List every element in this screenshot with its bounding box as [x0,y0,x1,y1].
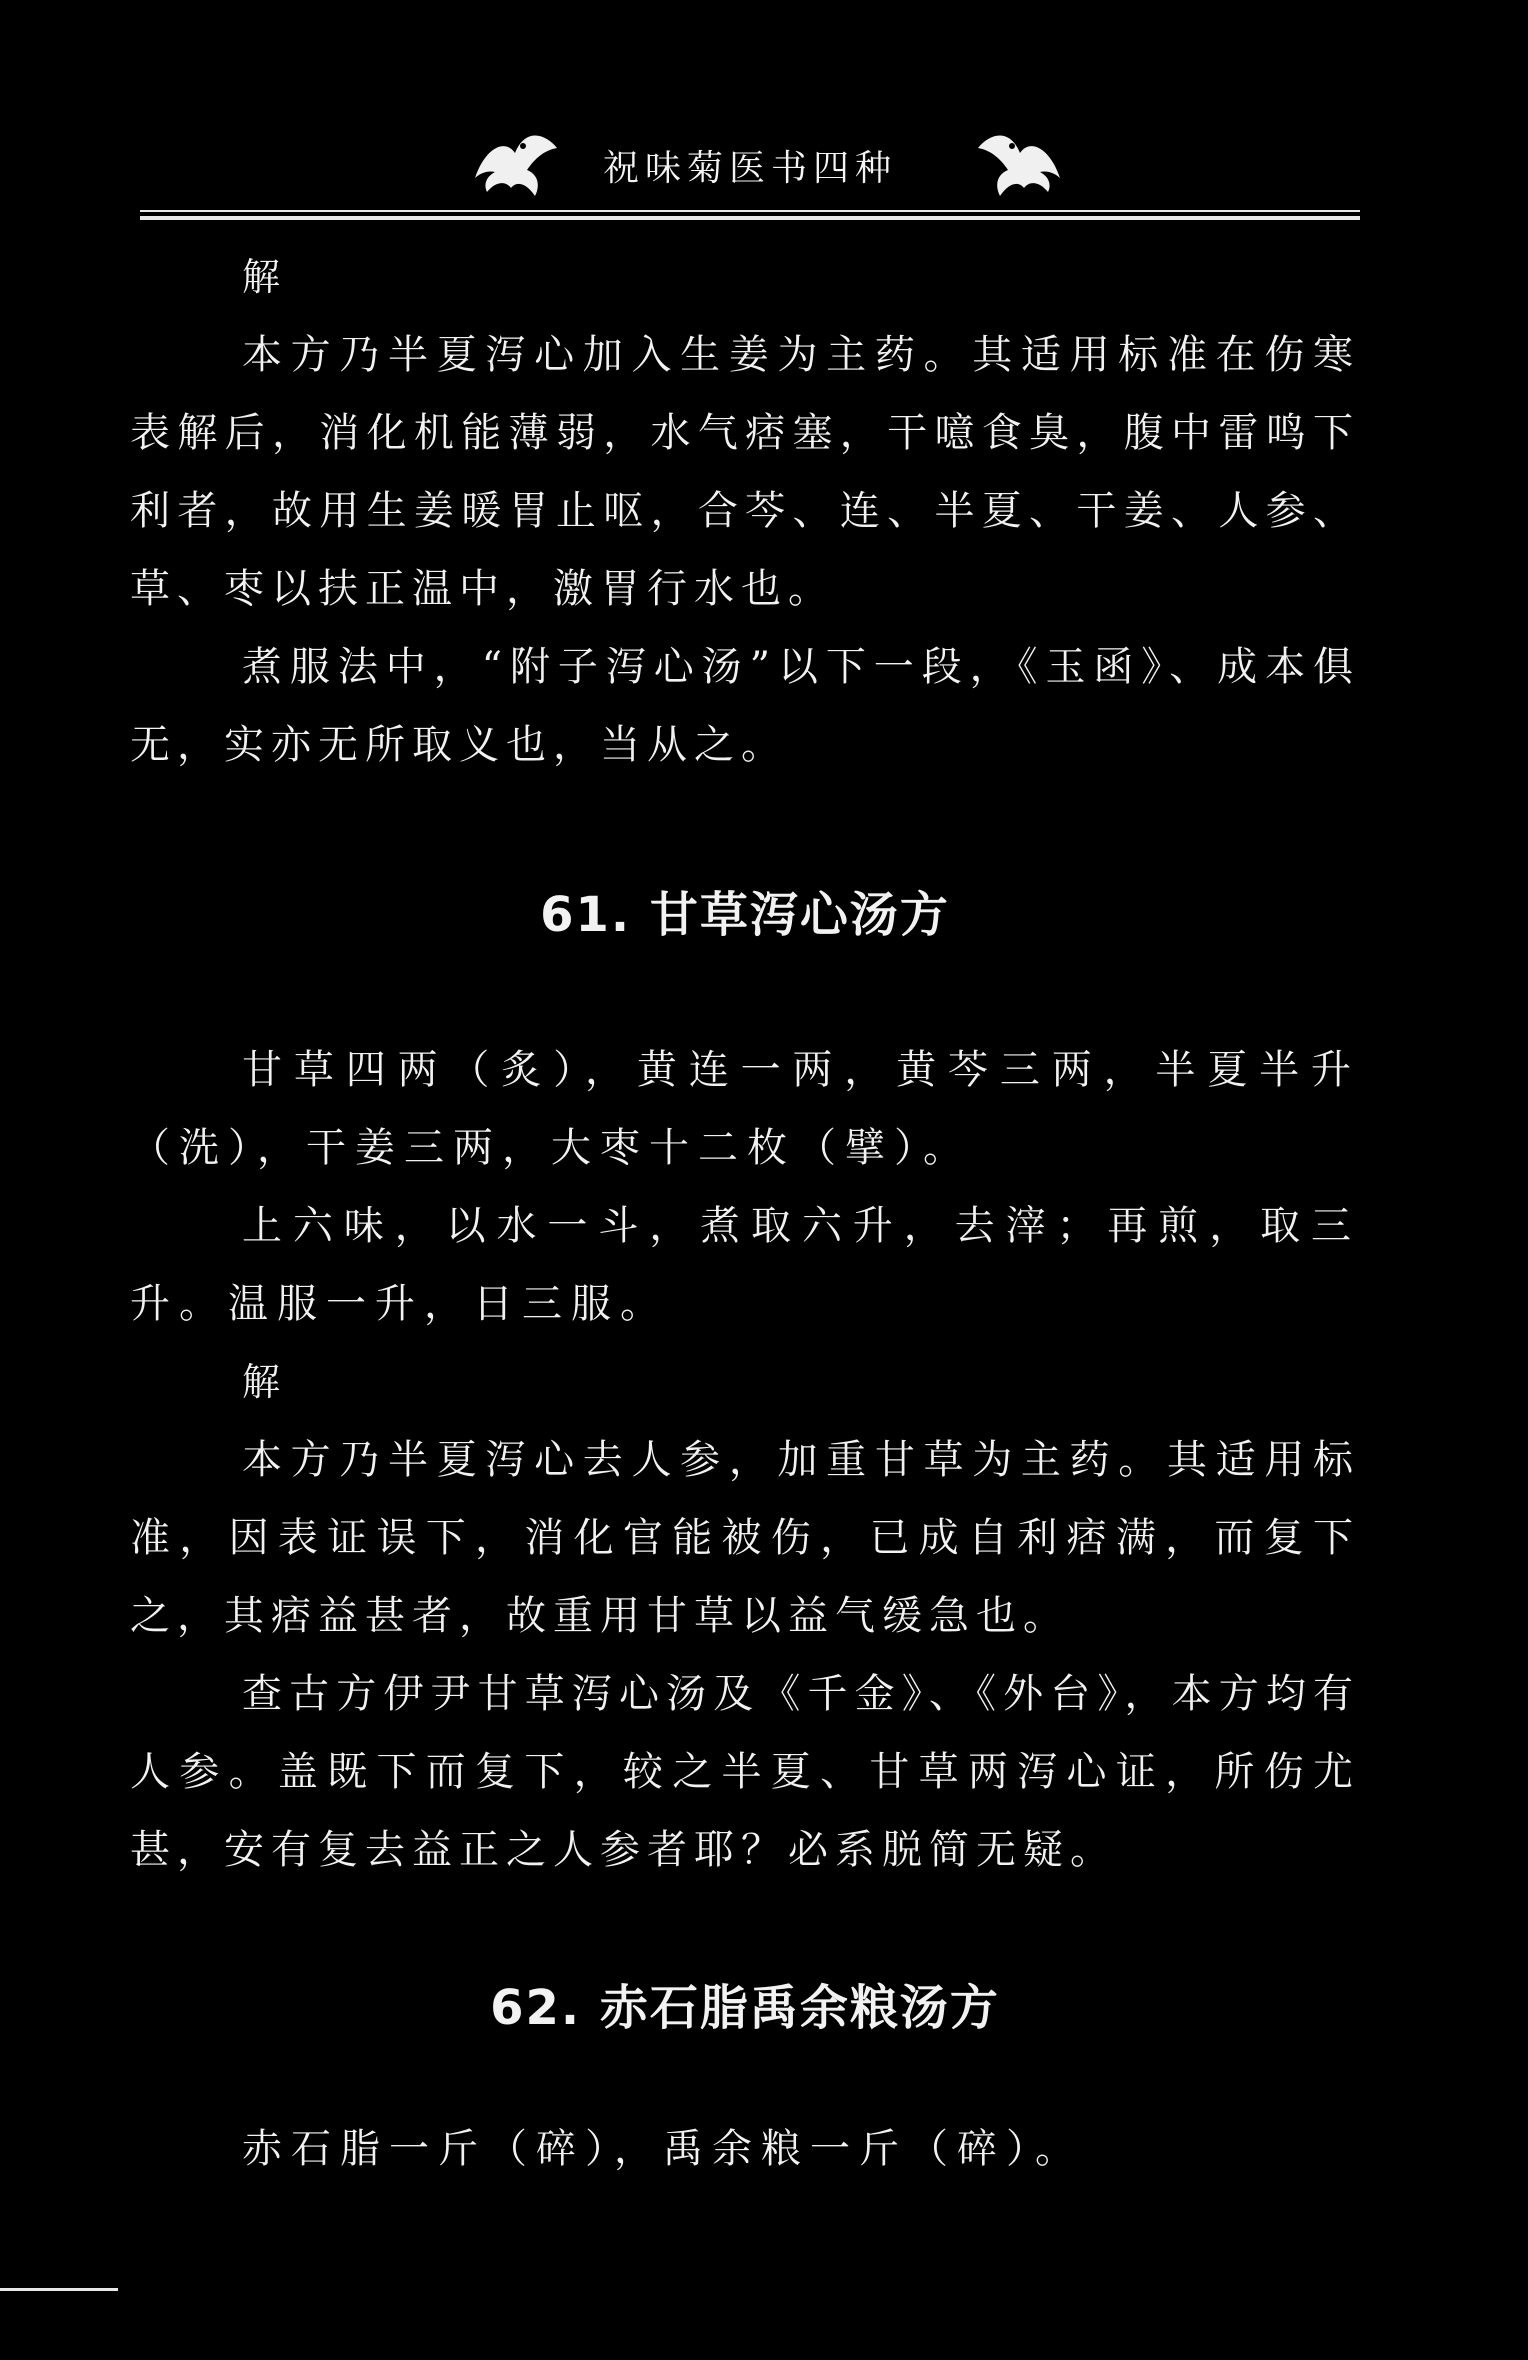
header-rule [140,210,1360,220]
section-title: 61. 甘草泻心汤方 [540,887,950,943]
recipe-paragraph: 赤石脂一斤（碎），禹余粮一斤（碎）。 [242,2126,1084,2172]
bird-ornament-icon [970,118,1070,206]
paragraph: 查古方伊尹甘草泻心汤及《千金》、《外台》，本方均有人参。盖既下而复下，较之半夏、甘草两泻心证，所伤尤甚，安有复去益正之人参者耶？必系脱简无疑。 [130,1671,1360,1873]
page-body [130,238,1360,2188]
running-header-title: 祝味菊医书四种 [602,148,897,189]
paragraph: 煮服法中，“附子泻心汤”以下一段，《玉函》、成本俱无，实亦无所取义也，当从之。 [130,644,1360,768]
paragraph: 本方乃半夏泻心去人参，加重甘草为主药。其适用标准，因表证误下，消化官能被伤，已成自利痞满，而复下之，其痞益甚者，故重用甘草以益气缓急也。 [130,1437,1360,1639]
paragraph: 本方乃半夏泻心加入生姜为主药。其适用标准在伤寒表解后，消化机能薄弱，水气痞塞，干噫食臭，腹中雷鸣下利者，故用生姜暖胃止呕，合芩、连、半夏、干姜、人参、草、枣以扶正温中，激胃行水也。 [130,332,1360,612]
recipe-paragraph: 甘草四两（炙），黄连一两，黄芩三两，半夏半升（洗），干姜三两，大枣十二枚（擘）。 [130,1047,1360,1171]
section-title: 62. 赤石脂禹余粮汤方 [490,1980,1000,2036]
explanation-label: 解 [242,1360,281,1404]
explanation-label: 解 [242,255,281,299]
footnote-rule [0,2288,118,2291]
running-header [140,118,1360,228]
recipe-paragraph: 上六味，以水一斗，煮取六升，去滓；再煎，取三升。温服一升，日三服。 [130,1203,1360,1327]
